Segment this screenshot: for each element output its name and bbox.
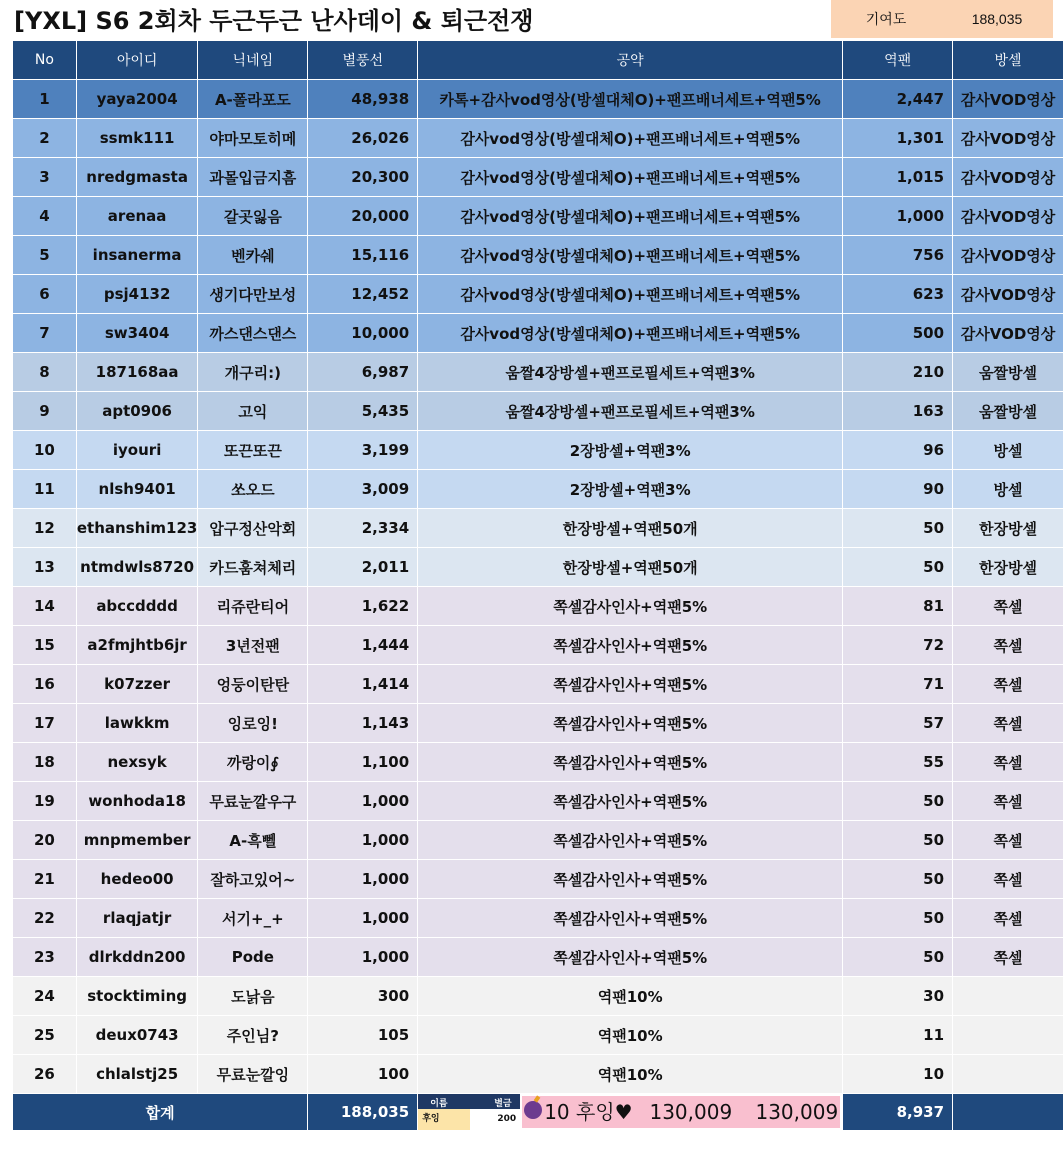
row-number: 18 (13, 743, 77, 782)
row-number: 5 (13, 236, 77, 275)
row-user-id: 187168aa (76, 353, 198, 392)
row-nickname: 까랑이∮ (198, 743, 308, 782)
row-balloons: 15,116 (308, 236, 418, 275)
row-pledge: 쪽셀감사인사+역팬5% (418, 626, 843, 665)
row-number: 3 (13, 158, 77, 197)
header-no: No (13, 41, 77, 80)
row-nickname: 도낡음 (198, 977, 308, 1016)
row-balloons: 1,444 (308, 626, 418, 665)
row-pledge: 역팬10% (418, 1055, 843, 1094)
table-row (13, 743, 1064, 782)
row-nickname: 압구정산악회 (198, 509, 308, 548)
row-reverse-fan: 50 (843, 860, 953, 899)
row-nickname: 엉둥이탄탄 (198, 665, 308, 704)
table-row (13, 626, 1064, 665)
row-number: 2 (13, 119, 77, 158)
row-bangsel: 감사VOD영상 (953, 158, 1064, 197)
row-user-id: stocktiming (76, 977, 198, 1016)
row-nickname: A-폴라포도 (198, 80, 308, 119)
row-bangsel: 감사VOD영상 (953, 275, 1064, 314)
row-bangsel (953, 1016, 1064, 1055)
row-nickname: 주인님? (198, 1016, 308, 1055)
row-nickname: 야마모토히메 (198, 119, 308, 158)
row-pledge: 쪽셀감사인사+역팬5% (418, 743, 843, 782)
row-pledge: 역팬10% (418, 977, 843, 1016)
row-balloons: 3,009 (308, 470, 418, 509)
row-reverse-fan: 90 (843, 470, 953, 509)
row-reverse-fan: 2,447 (843, 80, 953, 119)
row-nickname: 잘하고있어~ (198, 860, 308, 899)
bomb-icon (524, 1101, 542, 1119)
row-balloons: 1,000 (308, 938, 418, 977)
row-number: 9 (13, 392, 77, 431)
row-balloons: 6,987 (308, 353, 418, 392)
row-reverse-fan: 756 (843, 236, 953, 275)
table-row (13, 80, 1064, 119)
row-user-id: yaya2004 (76, 80, 198, 119)
row-number: 17 (13, 704, 77, 743)
row-user-id: nlsh9401 (76, 470, 198, 509)
row-user-id: ethanshim123 (76, 509, 198, 548)
header-nickname: 닉네임 (198, 41, 308, 80)
row-nickname: 무료눈깔우구 (198, 782, 308, 821)
row-bangsel: 방셀 (953, 470, 1064, 509)
row-reverse-fan: 623 (843, 275, 953, 314)
row-reverse-fan: 1,000 (843, 197, 953, 236)
row-bangsel: 감사VOD영상 (953, 197, 1064, 236)
row-bangsel: 감사VOD영상 (953, 119, 1064, 158)
row-reverse-fan: 30 (843, 977, 953, 1016)
row-balloons: 1,622 (308, 587, 418, 626)
total-row (13, 1094, 1064, 1131)
table-row (13, 431, 1064, 470)
table-row (13, 782, 1064, 821)
promo-cell (418, 1094, 843, 1131)
row-number: 20 (13, 821, 77, 860)
row-number: 14 (13, 587, 77, 626)
row-balloons: 1,000 (308, 899, 418, 938)
row-number: 15 (13, 626, 77, 665)
row-nickname: 개구리:) (198, 353, 308, 392)
row-pledge: 감사vod영상(방셀대체O)+팬프배너세트+역팬5% (418, 158, 843, 197)
table-row (13, 470, 1064, 509)
row-balloons: 20,000 (308, 197, 418, 236)
row-reverse-fan: 57 (843, 704, 953, 743)
row-user-id: iyouri (76, 431, 198, 470)
row-reverse-fan: 96 (843, 431, 953, 470)
row-bangsel: 방셀 (953, 431, 1064, 470)
contribution-value: 188,035 (971, 11, 1023, 27)
row-number: 24 (13, 977, 77, 1016)
row-number: 8 (13, 353, 77, 392)
header-id: 아이디 (76, 41, 198, 80)
table-row (13, 1055, 1064, 1094)
row-number: 16 (13, 665, 77, 704)
row-number: 21 (13, 860, 77, 899)
total-empty (953, 1094, 1064, 1131)
row-number: 12 (13, 509, 77, 548)
row-balloons: 105 (308, 1016, 418, 1055)
row-pledge: 한장방셀+역팬50개 (418, 509, 843, 548)
row-nickname: 3년전팬 (198, 626, 308, 665)
row-reverse-fan: 11 (843, 1016, 953, 1055)
table-row (13, 860, 1064, 899)
row-balloons: 1,100 (308, 743, 418, 782)
row-nickname: Pode (198, 938, 308, 977)
row-reverse-fan: 163 (843, 392, 953, 431)
table-row (13, 821, 1064, 860)
row-pledge: 감사vod영상(방셀대체O)+팬프배너세트+역팬5% (418, 236, 843, 275)
promo-value-2: 130,009 (755, 1100, 839, 1124)
row-bangsel (953, 977, 1064, 1016)
page-title: [YXL] S6 2회차 두근두근 난사데이 & 퇴근전쟁 (14, 7, 534, 35)
table-row (13, 275, 1064, 314)
row-pledge: 감사vod영상(방셀대체O)+팬프배너세트+역팬5% (418, 275, 843, 314)
row-balloons: 10,000 (308, 314, 418, 353)
row-pledge: 쪽셀감사인사+역팬5% (418, 899, 843, 938)
row-reverse-fan: 1,015 (843, 158, 953, 197)
row-balloons: 5,435 (308, 392, 418, 431)
row-number: 13 (13, 548, 77, 587)
row-bangsel: 쪽셀 (953, 860, 1064, 899)
mini-col-name: 이름 (430, 1099, 448, 1109)
row-nickname: 서기+_+ (198, 899, 308, 938)
row-bangsel: 쪽셀 (953, 782, 1064, 821)
row-reverse-fan: 81 (843, 587, 953, 626)
row-pledge: 움짤4장방셀+팬프로필세트+역팬3% (418, 392, 843, 431)
row-balloons: 3,199 (308, 431, 418, 470)
row-pledge: 역팬10% (418, 1016, 843, 1055)
row-number: 22 (13, 899, 77, 938)
table-row (13, 119, 1064, 158)
table-row (13, 977, 1064, 1016)
row-reverse-fan: 500 (843, 314, 953, 353)
row-nickname: A-흑뻴 (198, 821, 308, 860)
row-nickname: 카드훔쳐체리 (198, 548, 308, 587)
row-number: 11 (13, 470, 77, 509)
row-user-id: arenaa (76, 197, 198, 236)
row-user-id: mnpmember (76, 821, 198, 860)
row-bangsel: 감사VOD영상 (953, 314, 1064, 353)
mini-name: 후잉 (418, 1109, 470, 1130)
row-bangsel: 쪽셀 (953, 587, 1064, 626)
row-balloons: 20,300 (308, 158, 418, 197)
row-balloons: 1,000 (308, 860, 418, 899)
promo-value-1: 130,009 (649, 1100, 733, 1124)
total-label: 합계 (13, 1094, 308, 1131)
row-balloons: 1,000 (308, 782, 418, 821)
row-reverse-fan: 1,301 (843, 119, 953, 158)
row-pledge: 움짤4장방셀+팬프로필세트+역팬3% (418, 353, 843, 392)
row-bangsel: 쪽셀 (953, 665, 1064, 704)
total-balloons: 188,035 (308, 1094, 418, 1131)
row-balloons: 2,334 (308, 509, 418, 548)
contribution-box (831, 0, 1053, 38)
table-row (13, 587, 1064, 626)
row-bangsel: 쪽셀 (953, 938, 1064, 977)
table-row (13, 548, 1064, 587)
row-user-id: nexsyk (76, 743, 198, 782)
row-nickname: 과몰입금지흠 (198, 158, 308, 197)
row-pledge: 쪽셀감사인사+역팬5% (418, 704, 843, 743)
ranking-table (12, 40, 1064, 1131)
row-nickname: 리쥬란티어 (198, 587, 308, 626)
table-row (13, 938, 1064, 977)
row-reverse-fan: 71 (843, 665, 953, 704)
table-row (13, 704, 1064, 743)
row-bangsel: 쪽셀 (953, 821, 1064, 860)
row-user-id: ntmdwls8720 (76, 548, 198, 587)
row-user-id: nredgmasta (76, 158, 198, 197)
row-reverse-fan: 50 (843, 899, 953, 938)
row-number: 19 (13, 782, 77, 821)
row-pledge: 쪽셀감사인사+역팬5% (418, 821, 843, 860)
row-balloons: 2,011 (308, 548, 418, 587)
promo-banner (522, 1096, 840, 1128)
header-bangsel: 방셀 (953, 41, 1064, 80)
row-user-id: lawkkm (76, 704, 198, 743)
row-balloons: 1,414 (308, 665, 418, 704)
row-reverse-fan: 50 (843, 782, 953, 821)
row-balloons: 48,938 (308, 80, 418, 119)
row-user-id: chlalstj25 (76, 1055, 198, 1094)
row-number: 26 (13, 1055, 77, 1094)
table-row (13, 509, 1064, 548)
row-nickname: 쏘오드 (198, 470, 308, 509)
contribution-label: 기여도 (865, 11, 907, 27)
row-number: 4 (13, 197, 77, 236)
row-number: 1 (13, 80, 77, 119)
row-user-id: sw3404 (76, 314, 198, 353)
row-reverse-fan: 10 (843, 1055, 953, 1094)
row-bangsel: 쪽셀 (953, 626, 1064, 665)
row-pledge: 쪽셀감사인사+역팬5% (418, 782, 843, 821)
row-number: 23 (13, 938, 77, 977)
mini-table (418, 1094, 520, 1130)
row-nickname: 잉로잉! (198, 704, 308, 743)
row-bangsel: 쪽셀 (953, 743, 1064, 782)
row-pledge: 쪽셀감사인사+역팬5% (418, 860, 843, 899)
row-reverse-fan: 50 (843, 821, 953, 860)
table-row (13, 353, 1064, 392)
row-reverse-fan: 50 (843, 509, 953, 548)
table-row (13, 899, 1064, 938)
table-row (13, 197, 1064, 236)
row-pledge: 감사vod영상(방셀대체O)+팬프배너세트+역팬5% (418, 119, 843, 158)
promo-name: 10 후잉♥ (544, 1100, 633, 1124)
row-pledge: 감사vod영상(방셀대체O)+팬프배너세트+역팬5% (418, 197, 843, 236)
row-pledge: 감사vod영상(방셀대체O)+팬프배너세트+역팬5% (418, 314, 843, 353)
row-reverse-fan: 210 (843, 353, 953, 392)
row-balloons: 1,143 (308, 704, 418, 743)
row-number: 10 (13, 431, 77, 470)
row-user-id: rlaqjatjr (76, 899, 198, 938)
row-user-id: insanerma (76, 236, 198, 275)
row-pledge: 한장방셀+역팬50개 (418, 548, 843, 587)
row-nickname: 갈곳잃음 (198, 197, 308, 236)
row-reverse-fan: 72 (843, 626, 953, 665)
row-bangsel: 감사VOD영상 (953, 80, 1064, 119)
row-pledge: 2장방셀+역팬3% (418, 470, 843, 509)
row-user-id: a2fmjhtb6jr (76, 626, 198, 665)
row-nickname: 무료눈깔잉 (198, 1055, 308, 1094)
row-pledge: 쪽셀감사인사+역팬5% (418, 938, 843, 977)
header-balloons: 별풍선 (308, 41, 418, 80)
table-header-row (13, 41, 1064, 80)
row-bangsel: 움짤방셀 (953, 353, 1064, 392)
mini-amount: 200 (497, 1114, 517, 1124)
table-row (13, 158, 1064, 197)
row-balloons: 300 (308, 977, 418, 1016)
table-row (13, 392, 1064, 431)
header-pledge: 공약 (418, 41, 843, 80)
row-user-id: abccdddd (76, 587, 198, 626)
table-row (13, 1016, 1064, 1055)
row-pledge: 쪽셀감사인사+역팬5% (418, 665, 843, 704)
row-bangsel: 움짤방셀 (953, 392, 1064, 431)
row-user-id: apt0906 (76, 392, 198, 431)
row-user-id: wonhoda18 (76, 782, 198, 821)
row-balloons: 12,452 (308, 275, 418, 314)
row-nickname: 생기다만보성 (198, 275, 308, 314)
row-bangsel: 쪽셀 (953, 899, 1064, 938)
row-user-id: ssmk111 (76, 119, 198, 158)
row-user-id: psj4132 (76, 275, 198, 314)
row-bangsel: 감사VOD영상 (953, 236, 1064, 275)
mini-col-amount: 별금 (494, 1099, 512, 1109)
row-user-id: deux0743 (76, 1016, 198, 1055)
row-bangsel: 한장방셀 (953, 509, 1064, 548)
row-nickname: 까스댄스댄스 (198, 314, 308, 353)
row-bangsel: 한장방셀 (953, 548, 1064, 587)
row-number: 6 (13, 275, 77, 314)
row-bangsel (953, 1055, 1064, 1094)
row-number: 7 (13, 314, 77, 353)
table-row (13, 665, 1064, 704)
total-reverse-fan: 8,937 (843, 1094, 953, 1131)
row-nickname: 또끈또끈 (198, 431, 308, 470)
row-user-id: hedeo00 (76, 860, 198, 899)
row-pledge: 쪽셀감사인사+역팬5% (418, 587, 843, 626)
header-reverse-fan: 역팬 (843, 41, 953, 80)
row-reverse-fan: 50 (843, 938, 953, 977)
row-bangsel: 쪽셀 (953, 704, 1064, 743)
row-balloons: 100 (308, 1055, 418, 1094)
row-nickname: 고익 (198, 392, 308, 431)
row-number: 25 (13, 1016, 77, 1055)
row-nickname: 벤카쉐 (198, 236, 308, 275)
row-user-id: dlrkddn200 (76, 938, 198, 977)
row-reverse-fan: 55 (843, 743, 953, 782)
table-row (13, 236, 1064, 275)
row-pledge: 2장방셀+역팬3% (418, 431, 843, 470)
row-reverse-fan: 50 (843, 548, 953, 587)
row-balloons: 26,026 (308, 119, 418, 158)
table-row (13, 314, 1064, 353)
row-pledge: 카톡+감사vod영상(방셀대체O)+팬프배너세트+역팬5% (418, 80, 843, 119)
row-user-id: k07zzer (76, 665, 198, 704)
promo-panel (418, 1094, 842, 1130)
row-balloons: 1,000 (308, 821, 418, 860)
